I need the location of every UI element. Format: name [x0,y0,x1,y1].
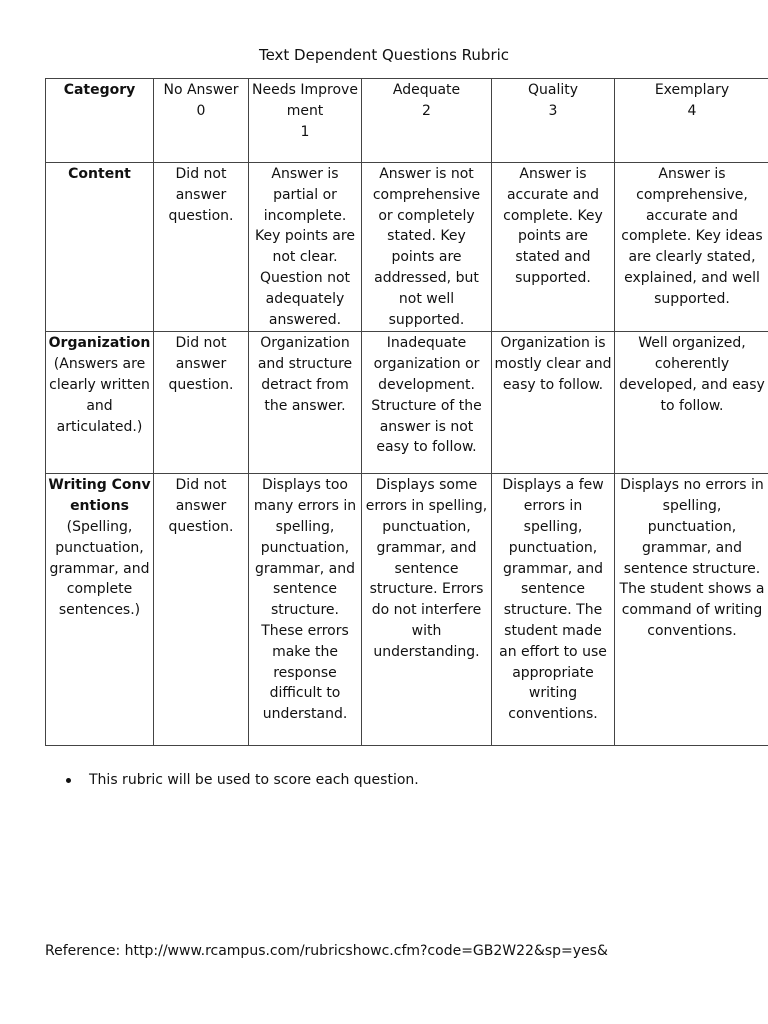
rubric-cell-text: Displays some errors in spelling, punctuation, grammar, and sentence structure. Errors do not interfere with understanding. [365,477,488,660]
header-label: No Answer [163,82,239,98]
rubric-cell-text: Organization is mostly clear and easy to follow. [494,335,612,393]
header-no-answer [154,79,249,163]
category-cell [46,332,154,474]
rubric-cell [615,474,768,746]
table-row-organization [46,332,768,474]
rubric-cell-text: Answer is comprehensive, accurate and complete. Key ideas are clearly stated, explained, and well supported. [621,166,763,307]
rubric-cell [492,332,615,474]
table-row-content [46,163,768,332]
header-score: 2 [422,102,431,119]
rubric-cell [154,163,249,332]
rubric-cell [615,332,768,474]
header-label: Category [63,82,136,98]
rubric-cell-text: Did not answer question. [168,166,234,224]
category-cell [46,163,154,332]
rubric-cell-text: Answer is not comprehensive or completely stated. Key points are addressed, but not well supported. [372,166,481,328]
rubric-cell-text: Organization and structure detract from the answer. [257,335,353,414]
rubric-cell-text: Inadequate organization or development. Structure of the answer is not easy to follow. [371,335,482,456]
category-name: Writing Conventions [48,477,151,515]
category-name: Organization [48,335,151,352]
header-score: 1 [300,123,310,140]
rubric-cell [492,163,615,332]
header-label: Quality [527,82,579,98]
rubric-cell [492,474,615,746]
category-note: (Spelling, punctuation, grammar, and complete sentences.) [49,518,150,619]
rubric-cell-text: Displays too many errors in spelling, punctuation, grammar, and sentence structure. These errors make the response difficult to understand. [253,477,357,723]
header-needs-improvement [249,79,362,163]
header-score: 3 [548,102,558,119]
rubric-cell-text: Answer is partial or incomplete. Key points are not clear. Question not adequately answered. [255,166,355,328]
header-score: 4 [687,102,697,119]
header-score: 0 [196,102,206,119]
bullet-note-text: This rubric will be used to score each question. [89,772,419,788]
rubric-cell [154,332,249,474]
header-label: Exemplary [654,82,730,98]
page-title: Text Dependent Questions Rubric [258,46,510,64]
rubric-cell [362,332,492,474]
reference-text: Reference: http://www.rcampus.com/rubricshowc.cfm?code=GB2W22&sp=yes& [45,943,608,959]
header-label: Adequate [392,82,461,98]
bullet-note [66,772,419,788]
rubric-cell-text: Displays no errors in spelling, punctuation, grammar, and sentence structure. The student shows a command of writing conventions. [619,477,765,639]
rubric-cell-text: Did not answer question. [168,335,234,393]
header-label: Needs Improvement [252,82,358,119]
table-row-writing-conventions [46,474,768,746]
bullet-icon [66,778,71,783]
header-quality [492,79,615,163]
header-category [46,79,154,163]
rubric-cell-text: Answer is accurate and complete. Key points are stated and supported. [503,166,603,286]
header-exemplary [615,79,768,163]
rubric-cell [362,163,492,332]
category-cell [46,474,154,746]
rubric-cell-text: Did not answer question. [168,477,234,535]
rubric-cell [362,474,492,746]
rubric-table [45,78,768,746]
rubric-cell [249,332,362,474]
category-name: Content [68,166,131,182]
rubric-cell-text: Well organized, coherently developed, and easy to follow. [619,335,765,414]
rubric-cell [249,163,362,332]
rubric-cell [249,474,362,746]
rubric-cell-text: Displays a few errors in spelling, punctuation, grammar, and sentence structure. The student made an effort to use appropriate writing conventions. [499,477,607,723]
rubric-cell [615,163,768,332]
header-row [46,79,768,163]
category-note: (Answers are clearly written and articulated.) [49,356,150,435]
header-adequate [362,79,492,163]
rubric-cell [154,474,249,746]
